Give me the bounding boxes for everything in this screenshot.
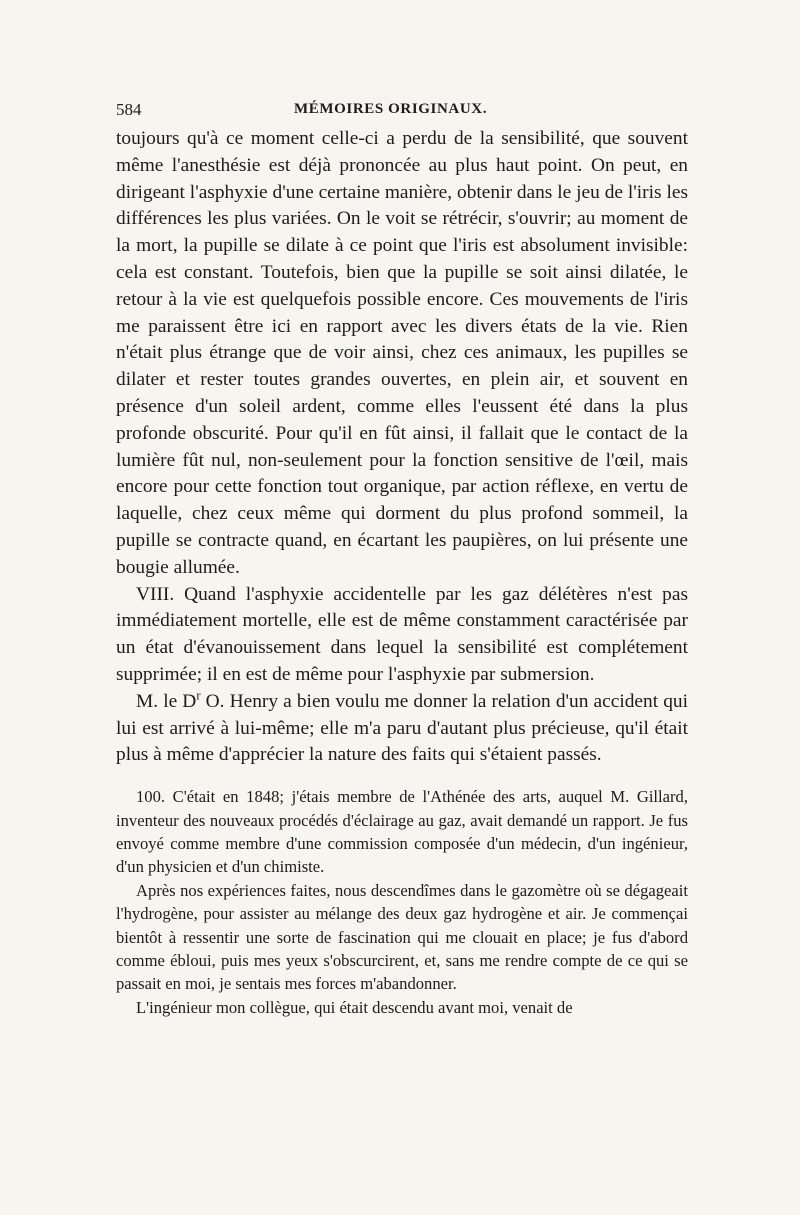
- page-number: 584: [116, 100, 142, 119]
- running-head: [116, 100, 688, 122]
- running-title: MÉMOIRES ORIGINAUX.: [294, 101, 488, 117]
- section-gap: [116, 769, 688, 785]
- body-paragraph-viii: VIII. Quand l'asphyxie accidentelle par les gaz délétères n'est pas immédiatement mortelle, elle est de même constamment caractérisée par un état d'évanouissement dans lequel la sensibilité est complétement supprimée; il en est de même pour l'asphyxie par submersion.: [116, 583, 688, 685]
- henry-text: O. Henry a bien voulu me donner la relation d'un accident qui lui est arrivé à lui-même; elle m'a paru d'autant plus précieuse, qu'il était plus à même d'apprécier la nature des faits qui s'étaient passés.: [116, 690, 688, 766]
- body-paragraph-iris: toujours qu'à ce moment celle-ci a perdu de la sensibilité, que souvent même l'anesthésie est déjà prononcée au plus haut point. On peut, en dirigeant l'asphyxie d'une certaine manière, obtenir dans le jeu de l'iris les différences les plus variées. On le voit se rétrécir, s'ouvrir; au moment de la mort, la pupille se dilate à ce point que l'iris est absolument invisible: cela est constant. Toutefois, bien que la pupille se soit ainsi dilatée, le retour à la vie est quelquefois possible encore. Ces mouvements de l'iris me paraissent être ici en rapport avec les divers états de la vie. Rien n'était plus étrange que de voir ainsi, chez ces animaux, les pupilles se dilater et rester toutes grandes ouvertes, en plein air, et souvent en présence d'un soleil ardent, comme elles l'eussent été dans la plus profonde obscurité. Pour qu'il en fût ainsi, il fallait que le contact de la lumière fût nul, non-seulement pour la fonction sensitive de l'œil, mais encore pour cette fonction tout organique, par action réflexe, en vertu de laquelle, chez ceux même qui dorment du plus profond sommeil, la pupille se contracte quand, en écartant les paupières, on lui présente une bougie allumée.: [116, 128, 688, 578]
- quote-paragraph-ingenieur: L'ingénieur mon collègue, qui était descendu avant moi, venait de: [136, 997, 573, 1017]
- henry-intro: M. le D: [136, 690, 197, 712]
- quote-paragraph-100: 100. C'était en 1848; j'étais membre de l'Athénée des arts, auquel M. Gillard, inventeur des nouveaux procédés d'éclairage au gaz, avait demandé un rapport. Je fus envoyé comme membre d'une commission composée d'un médecin, d'un ingénieur, d'un physicien et d'un chimiste.: [116, 787, 688, 877]
- body-paragraph-henry: [116, 689, 688, 769]
- doctor-superscript: r: [196, 688, 201, 703]
- quote-paragraph-gazometre: Après nos expériences faites, nous descendîmes dans le gazomètre où se dégageait l'hydrogène, pour assister au mélange des deux gaz hydrogène et air. Je commençai bientôt à ressentir une sorte de fascination qui me clouait en place; je fus d'abord comme ébloui, puis mes yeux s'obscurcirent, et, sans me rendre compte de ce qui se passait en moi, je sentais mes forces m'abandonner.: [116, 880, 688, 994]
